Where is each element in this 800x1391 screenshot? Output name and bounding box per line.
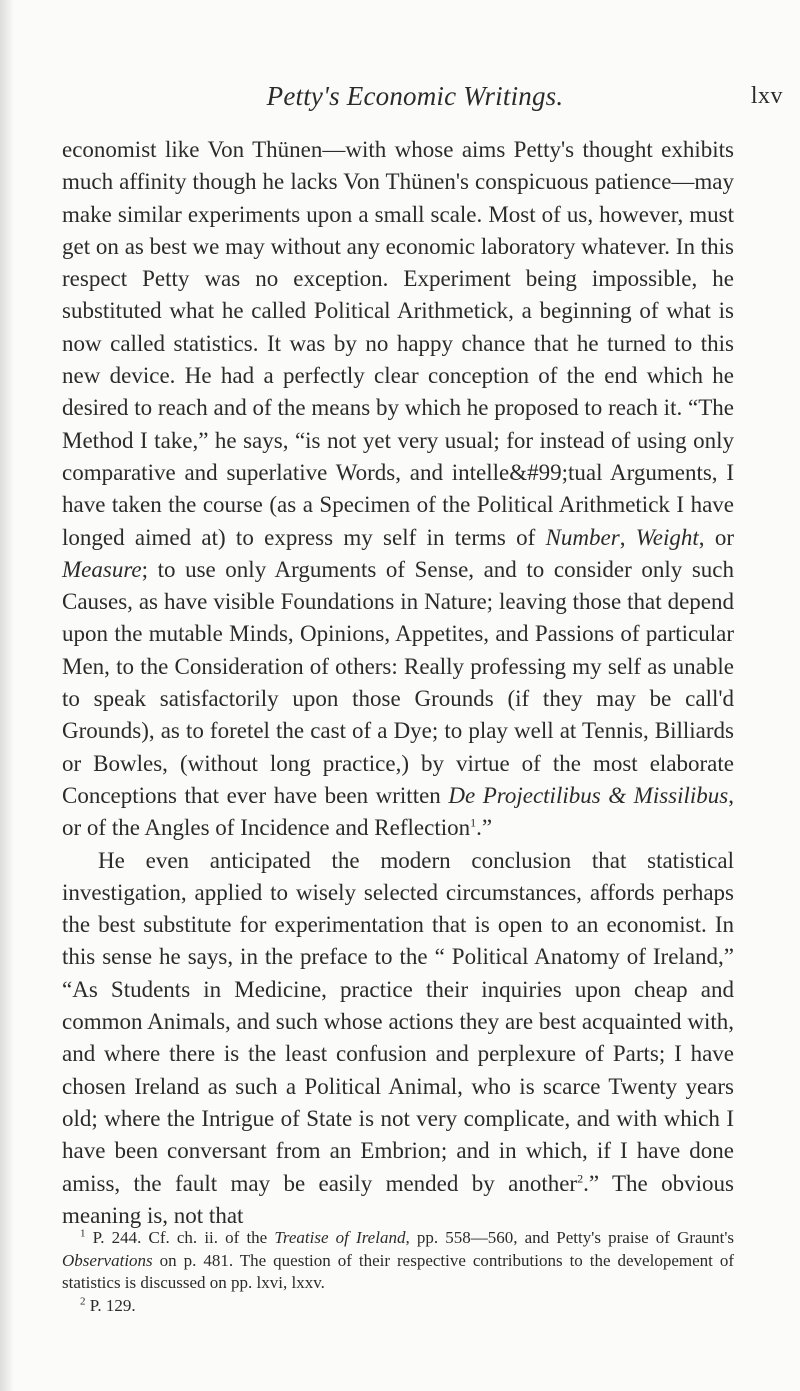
- text-run: .” The obvious meaning is, not that: [62, 1170, 734, 1228]
- footnote-reference: 2: [577, 1170, 584, 1185]
- text-run: He even anticipated the modern conclusion that statistical investigation, applied to wisely selected circumstances, affords perhaps the best substitute for experimentation that is open to an economist. In this sense he says, in the preface to the “ Political Anatomy of Ireland,” “As Students in Medicine, practice their inquiries upon cheap and common Animals, and such whose actions they are best acquainted with, and where there is the least confusion and perplexure of Parts; I have chosen Ireland as such a Political Animal, who is scarce Twenty years old; where the Intrigue of State is not very complicate, and with which I have been conversant from an Embrion; and in which, if I have done amiss, the fault may be easily mended by another: [62, 847, 734, 1196]
- page-number: lxv: [750, 83, 783, 109]
- running-title: Petty's Economic Writings.: [266, 81, 564, 111]
- body-text: [62, 134, 734, 1232]
- text-run: , or of the Angles of Incidence and Reflection: [62, 782, 734, 841]
- text-run: , pp. 558—560, and Petty's praise of Graunt's: [405, 1228, 734, 1247]
- italic-run: Measure: [62, 556, 142, 582]
- italic-run: Observations: [62, 1250, 153, 1270]
- footnote-mark: 2: [80, 1294, 86, 1307]
- italic-run: Treatise of Ireland: [274, 1228, 406, 1247]
- footnotes: [62, 1227, 734, 1317]
- italic-run: Number: [545, 524, 620, 550]
- footnote-reference: 1: [470, 815, 477, 830]
- running-head: [140, 81, 795, 119]
- italic-run: Weight: [635, 524, 699, 550]
- paragraph-continuation: [62, 134, 734, 845]
- text-run: P. 244. Cf. ch. ii. of the: [85, 1228, 275, 1247]
- footnote: [62, 1295, 734, 1318]
- page-gutter-shadow: [0, 0, 14, 1391]
- text-run: .”: [476, 815, 493, 841]
- text-run: P. 129.: [85, 1295, 136, 1315]
- text-run: economist like Von Thünen—with whose aims Petty's thought exhibits much affinity though he lacks Von Thünen's conspicuous patience—may make similar experiments upon a small scale. Most of us, however, must get on as best we may without any economic laboratory whatever. In this respect Petty was no exception. Experiment being impossible, he substituted what he called Political Arithmetick, a beginning of what is now called statistics. It was by no happy chance that he turned to this new device. He had a perfectly clear conception of the end which he desired to reach and of the means by which he proposed to reach it. “The Method I take,” he says, “is not yet very usual; for instead of using only comparative and superlative Words, and intelle&#99;tual Arguments, I have taken the course (as a Specimen of the Political Arithmetick I have longed aimed at) to express my self in terms of: [62, 137, 734, 550]
- text-run: ; to use only Arguments of Sense, and to consider only such Causes, as have visible Foundations in Nature; leaving those that depend upon the mutable Minds, Opinions, Appetites, and Passions of particular Men, to the Consideration of others: Really professing my self as unable to speak satisfactorily upon those Grounds (if they may be call'd Grounds), as to foretel the cast of a Dye; to play well at Tennis, Billiards or Bowles, (without long practice,) by virtue of the most elaborate Conceptions that ever have been written: [62, 556, 734, 808]
- footnote: [62, 1227, 734, 1295]
- footnote-mark: 1: [80, 1227, 86, 1240]
- paragraph: [62, 845, 734, 1233]
- text-run: on p. 481. The question of their respective contributions to the developement of statistics is discussed on pp. lxvi, lxxv.: [62, 1250, 734, 1292]
- text-run: , or: [698, 524, 734, 550]
- italic-run: De Projectilibus & Missilibus: [448, 782, 729, 808]
- text-run: ,: [619, 524, 636, 550]
